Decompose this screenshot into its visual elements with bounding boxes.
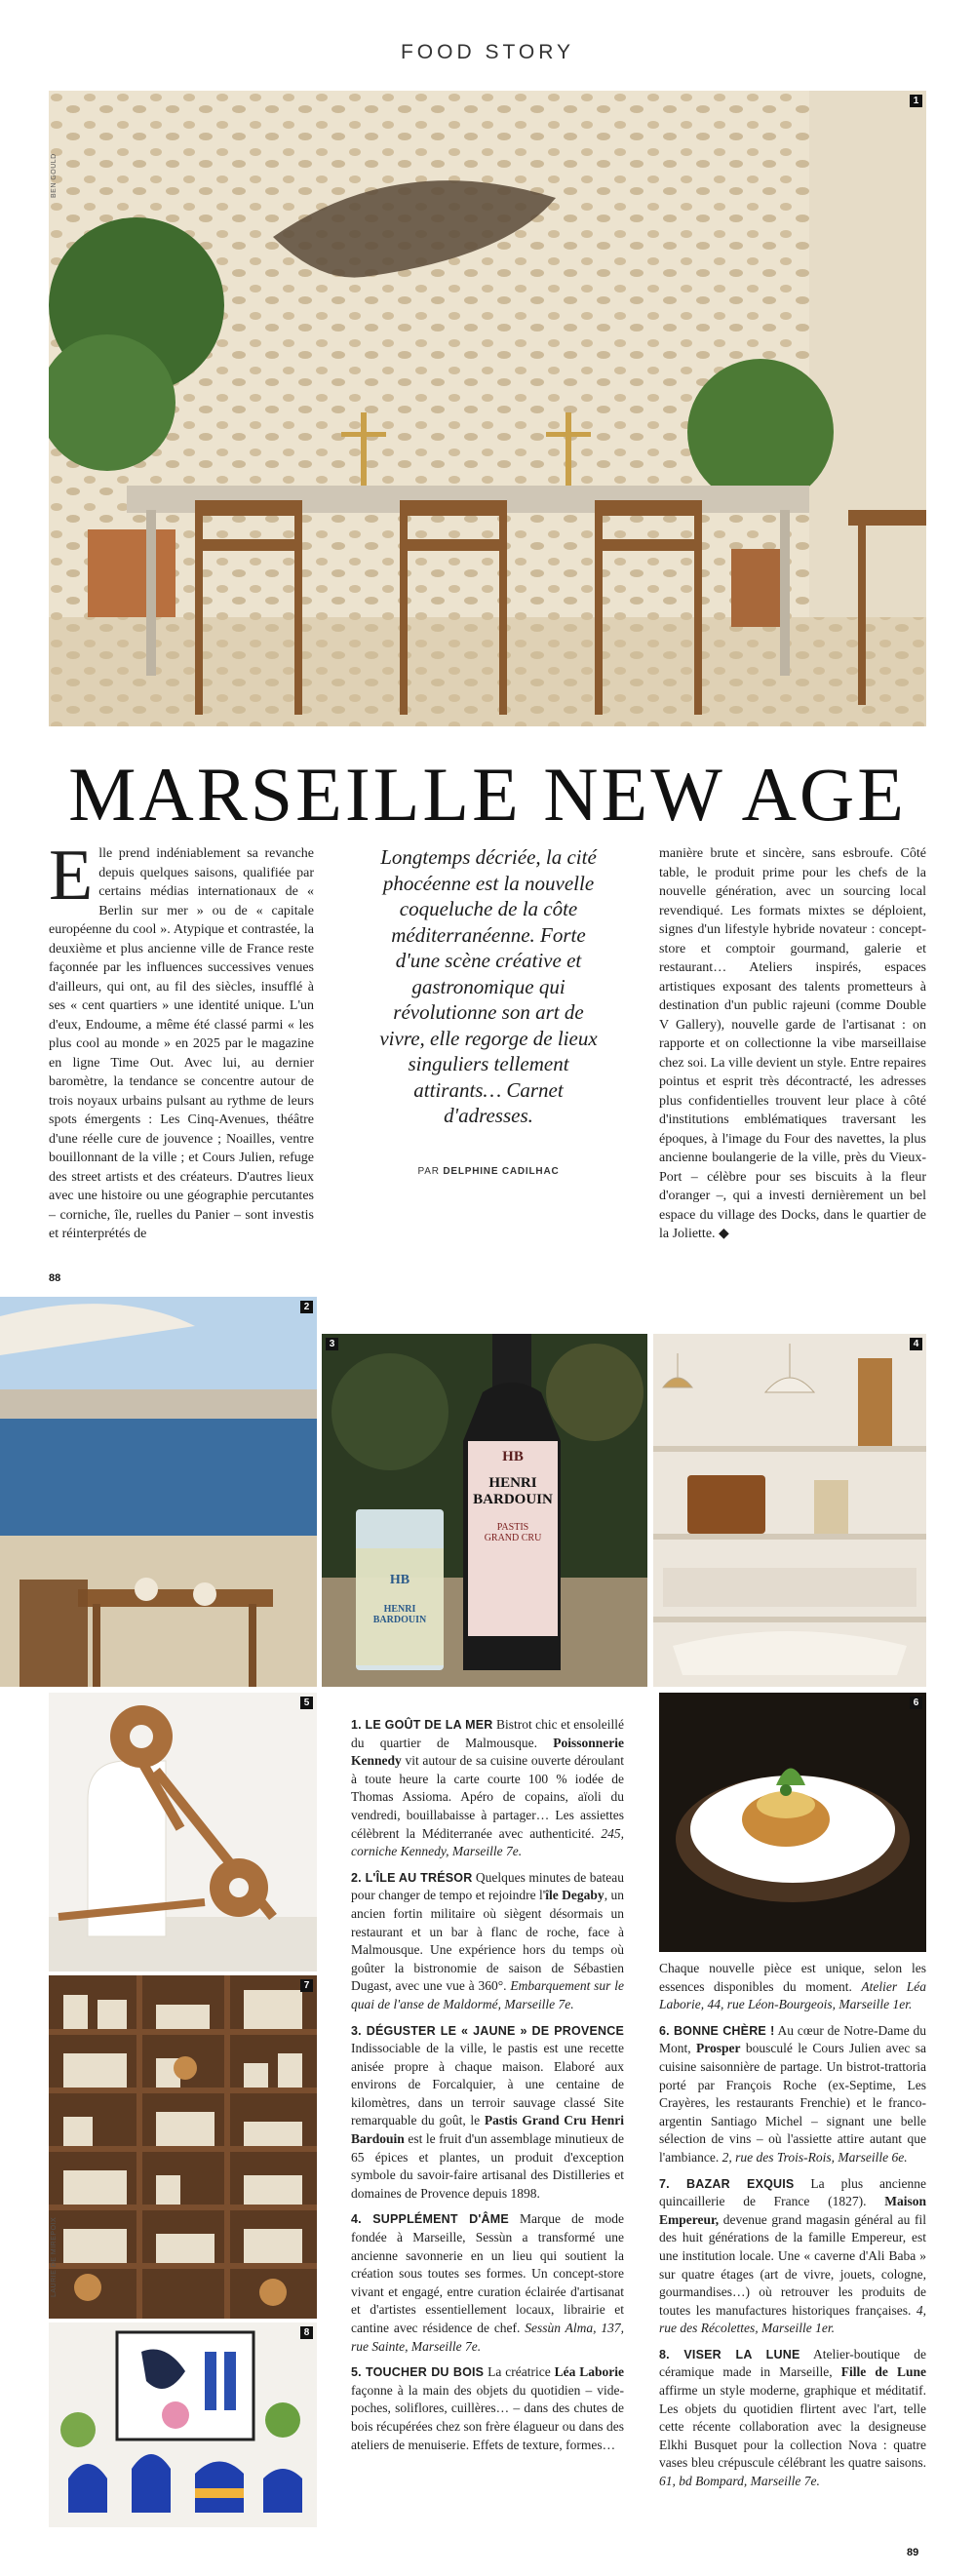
bottle-monogram: HB xyxy=(502,1449,524,1464)
listing-address: Atelier Léa Laborie, 44, rue Léon-Bourgeois, Marseille 1er. xyxy=(659,1978,926,2012)
listing-text-continued: devenue grand magasin général au fil des huit générations de la famille Empereur, est une institution locale. Une « caverne d'Ali Baba » sur quatre étages (art de vivre, jouets, cologne, gourmandises…) où retrouver les produits de toutes les manufactures historiques françaises. xyxy=(659,2211,926,2318)
listing-text: Indissociable de la ville, le pastis est une recette anisée propre à chaque maison. Elaboré aux environs de Forcalquier, à une centaine de kilomètres, dans un terroir sauvage classé Site remarquable du goût, le xyxy=(351,2041,624,2128)
listing-text: Bistrot chic et ensoleillé du quartier de Malmousque. xyxy=(351,1717,624,1750)
listings-column-middle xyxy=(351,1716,624,2462)
bottle-brand-2: BARDOUIN xyxy=(473,1492,553,1507)
listing-heading: 8. VISER LA LUNE xyxy=(659,2347,800,2361)
photo-number-badge: 4 xyxy=(910,1338,922,1350)
photo-seaside-terrace xyxy=(0,1297,317,1687)
listing-text: Quelques minutes de bateau pour changer de tempo et rejoindre l' xyxy=(351,1869,624,1903)
listing-entry xyxy=(351,2210,624,2356)
photo-number-badge: 5 xyxy=(300,1697,313,1709)
page-number-right: 89 xyxy=(907,2547,919,2558)
byline-author: DELPHINE CADILHAC xyxy=(443,1166,560,1177)
listing-text-continued: est le fruit d'un assemblage minutieux de 65 épices et plantes, un produit d'exception symbole du savoir-faire artisanal des Distilleries et domaines de Provence depuis 1898. xyxy=(351,2131,624,2201)
listing-highlight: Pastis Grand Cru Henri Bardouin xyxy=(351,2113,624,2147)
listing-text: La plus ancienne quincaillerie de France (1827). xyxy=(659,2175,926,2209)
listing-text-continued: façonne à la main des objets du quotidien – vide-poches, soliflores, cuillères… – dans des chutes de bois récupérées chez son frère élagueur ou dans des ateliers de menuiserie. Effets de texture, formes… xyxy=(351,2382,624,2452)
bottle-sub-1: PASTIS xyxy=(496,1522,529,1533)
glass-brand: HENRI xyxy=(383,1604,416,1615)
intro-column-3: manière brute et sincère, sans esbroufe. Côté table, le produit prime pour les chefs de la nouvelle génération, avec un sourcing local revendiqué. Les formats mixtes se déploient, signes d'un lifestyle hybride novateur : concept-store et comptoir gourmand, galerie et restaurant… Ateliers inspirés, espaces artistiques exposant des talents prometteurs à destination d'un public rajeuni (comme Double V Gallery), nouvelle garde de l'artisanat : on rapporte et on collectionne la vibe marseillaise chez soi. La ville devient un style. Entre repaires pointus et esprit très décontracté, les adresses plus confidentielles trouvent leur place à côté d'institutions emblématiques traversant les époques, à l'image du Four des navettes, la plus ancienne boulangerie de la ville, près du Vieux-Port – célèbre pour ses biscuits à la fleur d'oranger –, qui a investi dernièrement un bel espace du village des Docks, dans le quartier de la Joliette. ◆ xyxy=(659,846,926,1241)
photo-number-badge: 6 xyxy=(910,1697,922,1709)
photo-hardware-store-shelves xyxy=(49,1975,317,2319)
intro-column-1 xyxy=(49,836,314,1244)
photo-number-badge: 2 xyxy=(300,1301,313,1313)
photo-credit: LAURIE DE MIREPOIX xyxy=(51,2216,58,2297)
listing-highlight: Fille de Lune xyxy=(840,2364,926,2380)
listing-highlight: Léa Laborie xyxy=(554,2364,625,2380)
listing-highlight: Poissonnerie Kennedy xyxy=(351,1735,624,1769)
photo-number-badge: 7 xyxy=(300,1979,313,1992)
listing-heading: 1. LE GOÛT DE LA MER xyxy=(351,1718,493,1732)
photo-number-badge: 8 xyxy=(300,2326,313,2339)
listing-heading: 7. BAZAR EXQUIS xyxy=(659,2176,795,2191)
listing-address: 245, corniche Kennedy, Marseille 7e. xyxy=(351,1825,624,1859)
drop-cap: E xyxy=(49,836,94,916)
intro-text-1: lle prend indéniablement sa revanche depuis quelques saisons, qualifiée par certains médias internationaux de « Berlin sur mer » ou de « capitale européenne du cool ». Atypique et contrastée, la deuxième et plus ancienne ville de France reste façonnée par les influences successives venues d'ailleurs, qui ont, au fil des siècles, insufflé à ses « cent quartiers » une identité unique. L'un d'eux, Endoume, a même été classé parmi « les plus cool au monde » en 2025 par le magazine en ligne Time Out. Avec lui, au dernier baromètre, la tendance se concentre autour de trois noyaux urbains pulsant au rythme de leurs spots émergents : Les Cinq-Avenues, théâtre d'une réelle cure de jouvence ; Noailles, ventre bouillonnant de la ville ; et Cours Julien, refuge des street artists et des créateurs. D'autres lieux avec une histoire ou une géographie percutantes – corniche, île, ruelles du Panier – sont investis et réinterprétés de xyxy=(49,846,314,1241)
bottle-brand: HENRI xyxy=(488,1475,537,1491)
listing-highlight: Maison Empereur, xyxy=(659,2194,926,2227)
listing-text-continued: , un ancien fortin militaire où siègent désormais un restaurant et un bar à flanc de roche, face à Malmousque. Une expérience hors du temps où goûter la bistronomie de saison de Sébastien Dugast, avec une vue à 360°. xyxy=(351,1888,625,1994)
listing-heading: 2. L'ÎLE AU TRÉSOR xyxy=(351,1870,473,1885)
photo-wooden-utensils xyxy=(49,1693,317,1971)
bottle-label xyxy=(468,1449,558,1543)
listing-address: Sessùn Alma, 137, rue Sainte, Marseille 7e. xyxy=(351,2321,624,2354)
photo-credit: BEN GOULD xyxy=(51,153,58,198)
listing-entry xyxy=(351,2363,624,2454)
listing-heading: 3. DÉGUSTER LE « JAUNE » DE PROVENCE xyxy=(351,2023,624,2038)
listing-entry xyxy=(659,1960,926,2014)
byline-prefix: PAR xyxy=(417,1166,440,1177)
article-title: MARSEILLE NEW AGE xyxy=(68,752,907,837)
listing-text-continued: vit autour de sa cuisine ouverte déroulant à toute heure la carte courte 100 % iodée de Thomas Assioma. Apéro de copains, aïoli du vendredi, bouillabaisse à partager… Les assiettes célèbrent la Méditerranée avec authenticité. xyxy=(351,1753,624,1841)
listing-entry xyxy=(351,1869,624,2014)
glass-label xyxy=(356,1573,444,1625)
bottle-sub-2: GRAND CRU xyxy=(484,1533,542,1543)
listing-entry xyxy=(351,2022,624,2204)
photo-number-badge: 1 xyxy=(910,95,922,107)
listing-address: 4, rue des Récolettes, Marseille 1er. xyxy=(659,2302,926,2336)
section-label: FOOD STORY xyxy=(400,41,575,63)
byline xyxy=(375,1166,602,1177)
listing-text-continued: bousculé le Cours Julien avec sa cuisine saisonnière de partage. Un bistrot-trattoria porté par François Roche (ex-Septime, Les Crayères, les restaurants Frenchie) et le franco-argentin Santiago Michel – signant une belle sélection de vins – où l'assiette attire autant que l'ambiance. xyxy=(659,2041,926,2165)
listing-text: La créatrice xyxy=(484,2364,555,2380)
glass-brand-2: BARDOUIN xyxy=(372,1615,427,1625)
page-number-left: 88 xyxy=(49,1272,61,1284)
photo-concept-store-shelves xyxy=(653,1334,926,1687)
listing-highlight: Prosper xyxy=(696,2041,741,2056)
listings-column-right xyxy=(659,1960,926,2499)
hero-photo-restaurant-terrace xyxy=(49,91,926,726)
listing-entry xyxy=(659,2022,926,2167)
photo-number-badge: 3 xyxy=(326,1338,338,1350)
listing-text: Marque de mode fondée à Marseille, Sessùn a transformé une ancienne savonnerie en un lieu qui soutient la création sous toutes ses formes. Un concept-store vivant et engagé, entre curation éclairée d'artisanat et d'artistes essentiellement locaux, librairie et cantine avec résidence de chef. xyxy=(351,2211,625,2335)
listing-heading: 6. BONNE CHÈRE ! xyxy=(659,2023,775,2038)
listing-entry xyxy=(351,1716,624,1861)
listing-heading: 4. SUPPLÉMENT D'ÂME xyxy=(351,2212,509,2227)
listing-text: Chaque nouvelle pièce est unique, selon les essences disponibles du moment. xyxy=(659,1961,926,1994)
listing-entry xyxy=(659,2175,926,2338)
listing-text: Atelier-boutique de céramique made in Marseille, xyxy=(659,2346,926,2380)
glass-monogram: HB xyxy=(389,1573,410,1587)
listing-address: 2, rue des Trois-Rois, Marseille 6e. xyxy=(722,2149,908,2165)
listing-text-continued: affirme un style moderne, graphique et méditatif. Les objets du quotidien flirtent avec l'art, telle cette récente collaboration avec la designeuse Elkhi Busquet pour la collection Nova : quatre vases bleu crépuscule célébrant les quatre saisons. xyxy=(659,2383,926,2471)
listing-heading: 5. TOUCHER DU BOIS xyxy=(351,2365,485,2380)
listing-highlight: île Degaby xyxy=(545,1888,604,1903)
photo-plated-dish xyxy=(659,1693,926,1952)
listing-text: Au cœur de Notre-Dame du Mont, xyxy=(659,2022,927,2056)
photo-blue-ceramic-vases xyxy=(49,2322,317,2527)
article-lead: Longtemps décriée, la cité phocéenne est la nouvelle coqueluche de la côte méditerranéenne. Forte d'une scène créative et gastronomique qui révolutionne son art de vivre, elle regorge de lieux singuliers tellement attirants… Carnet d'adresses. xyxy=(379,845,598,1127)
photo-pastis-bottle xyxy=(322,1334,647,1687)
listing-address: Embarquement sur le quai de l'anse de Maldormé, Marseille 7e. xyxy=(351,1978,624,2011)
listing-entry xyxy=(659,2346,926,2491)
listing-address: 61, bd Bompard, Marseille 7e. xyxy=(659,2474,820,2489)
